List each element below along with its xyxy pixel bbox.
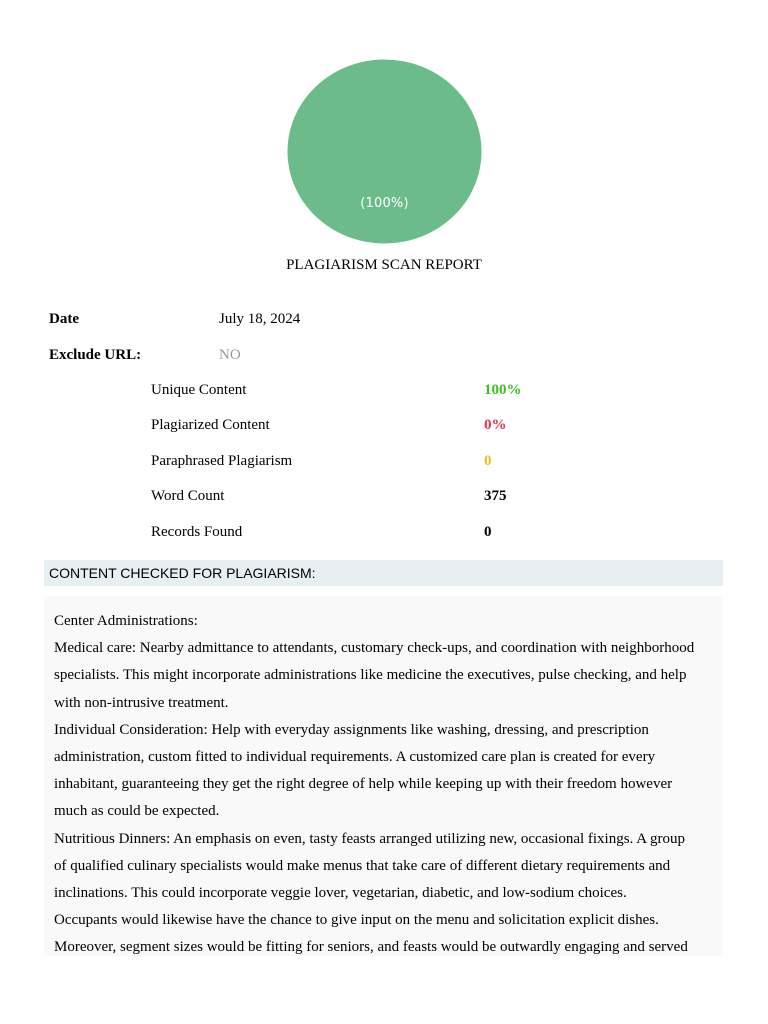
report-title: PLAGIARISM SCAN REPORT [286,257,482,273]
pie-chart-svg [287,59,482,244]
content-line: Moreover, segment sizes would be fitting for seniors, and feasts would be outwardly engaging and served [54,939,688,956]
content-line: Medical care: Nearby admittance to attendants, customary check-ups, and coordination with neighborhood [54,640,695,657]
date-value: July 18, 2024 [219,311,301,327]
unique-content-label: Unique Content [151,382,247,398]
content-line: Nutritious Dinners: An emphasis on even, tasty feasts arranged utilizing new, occasional fixings. A group [54,830,685,847]
records-found-label: Records Found [151,524,243,540]
paraphrased-plagiarism-value: 0 [484,453,492,469]
content-line: much as could be expected. [54,803,220,820]
content-line: administration, custom fitted to individual requirements. A customized care plan is created for every [54,748,656,765]
content-line: Occupants would likewise have the chance to give input on the menu and solicitation explicit dishes. [54,912,659,929]
paraphrased-plagiarism-label: Paraphrased Plagiarism [151,453,293,469]
content-line: Individual Consideration: Help with everyday assignments like washing, dressing, and prescription [54,721,649,738]
content-line: inclinations. This could incorporate veggie lover, vegetarian, diabetic, and low-sodium choices. [54,884,627,901]
checked-content-box [44,596,723,956]
word-count-value: 375 [484,488,507,504]
content-checked-header: CONTENT CHECKED FOR PLAGIARISM: [44,560,723,586]
content-line: with non-intrusive treatment. [54,694,229,711]
pie-slice [288,60,482,244]
exclude-url-label: Exclude URL: [49,347,142,363]
exclude-url-value: NO [219,347,241,363]
records-found-value: 0 [484,524,492,540]
content-line: Center Administrations: [54,613,198,629]
pie-slice-label: (100%) [360,196,409,211]
unique-content-value: 100% [484,382,522,398]
content-line: of qualified culinary specialists would make menus that take care of different dietary requirements and [54,857,671,874]
content-line: inhabitant, guaranteeing they get the right degree of help while keeping up with their freedom however [54,776,673,793]
plagiarized-content-label: Plagiarized Content [151,417,270,433]
date-label: Date [49,311,79,327]
word-count-label: Word Count [151,488,225,504]
checked-content-text [54,608,719,956]
content-line: specialists. This might incorporate administrations like medicine the executives, pulse checking, and help [54,667,687,684]
unique-content-pie-chart [287,59,482,244]
plagiarized-content-value: 0% [484,417,507,433]
